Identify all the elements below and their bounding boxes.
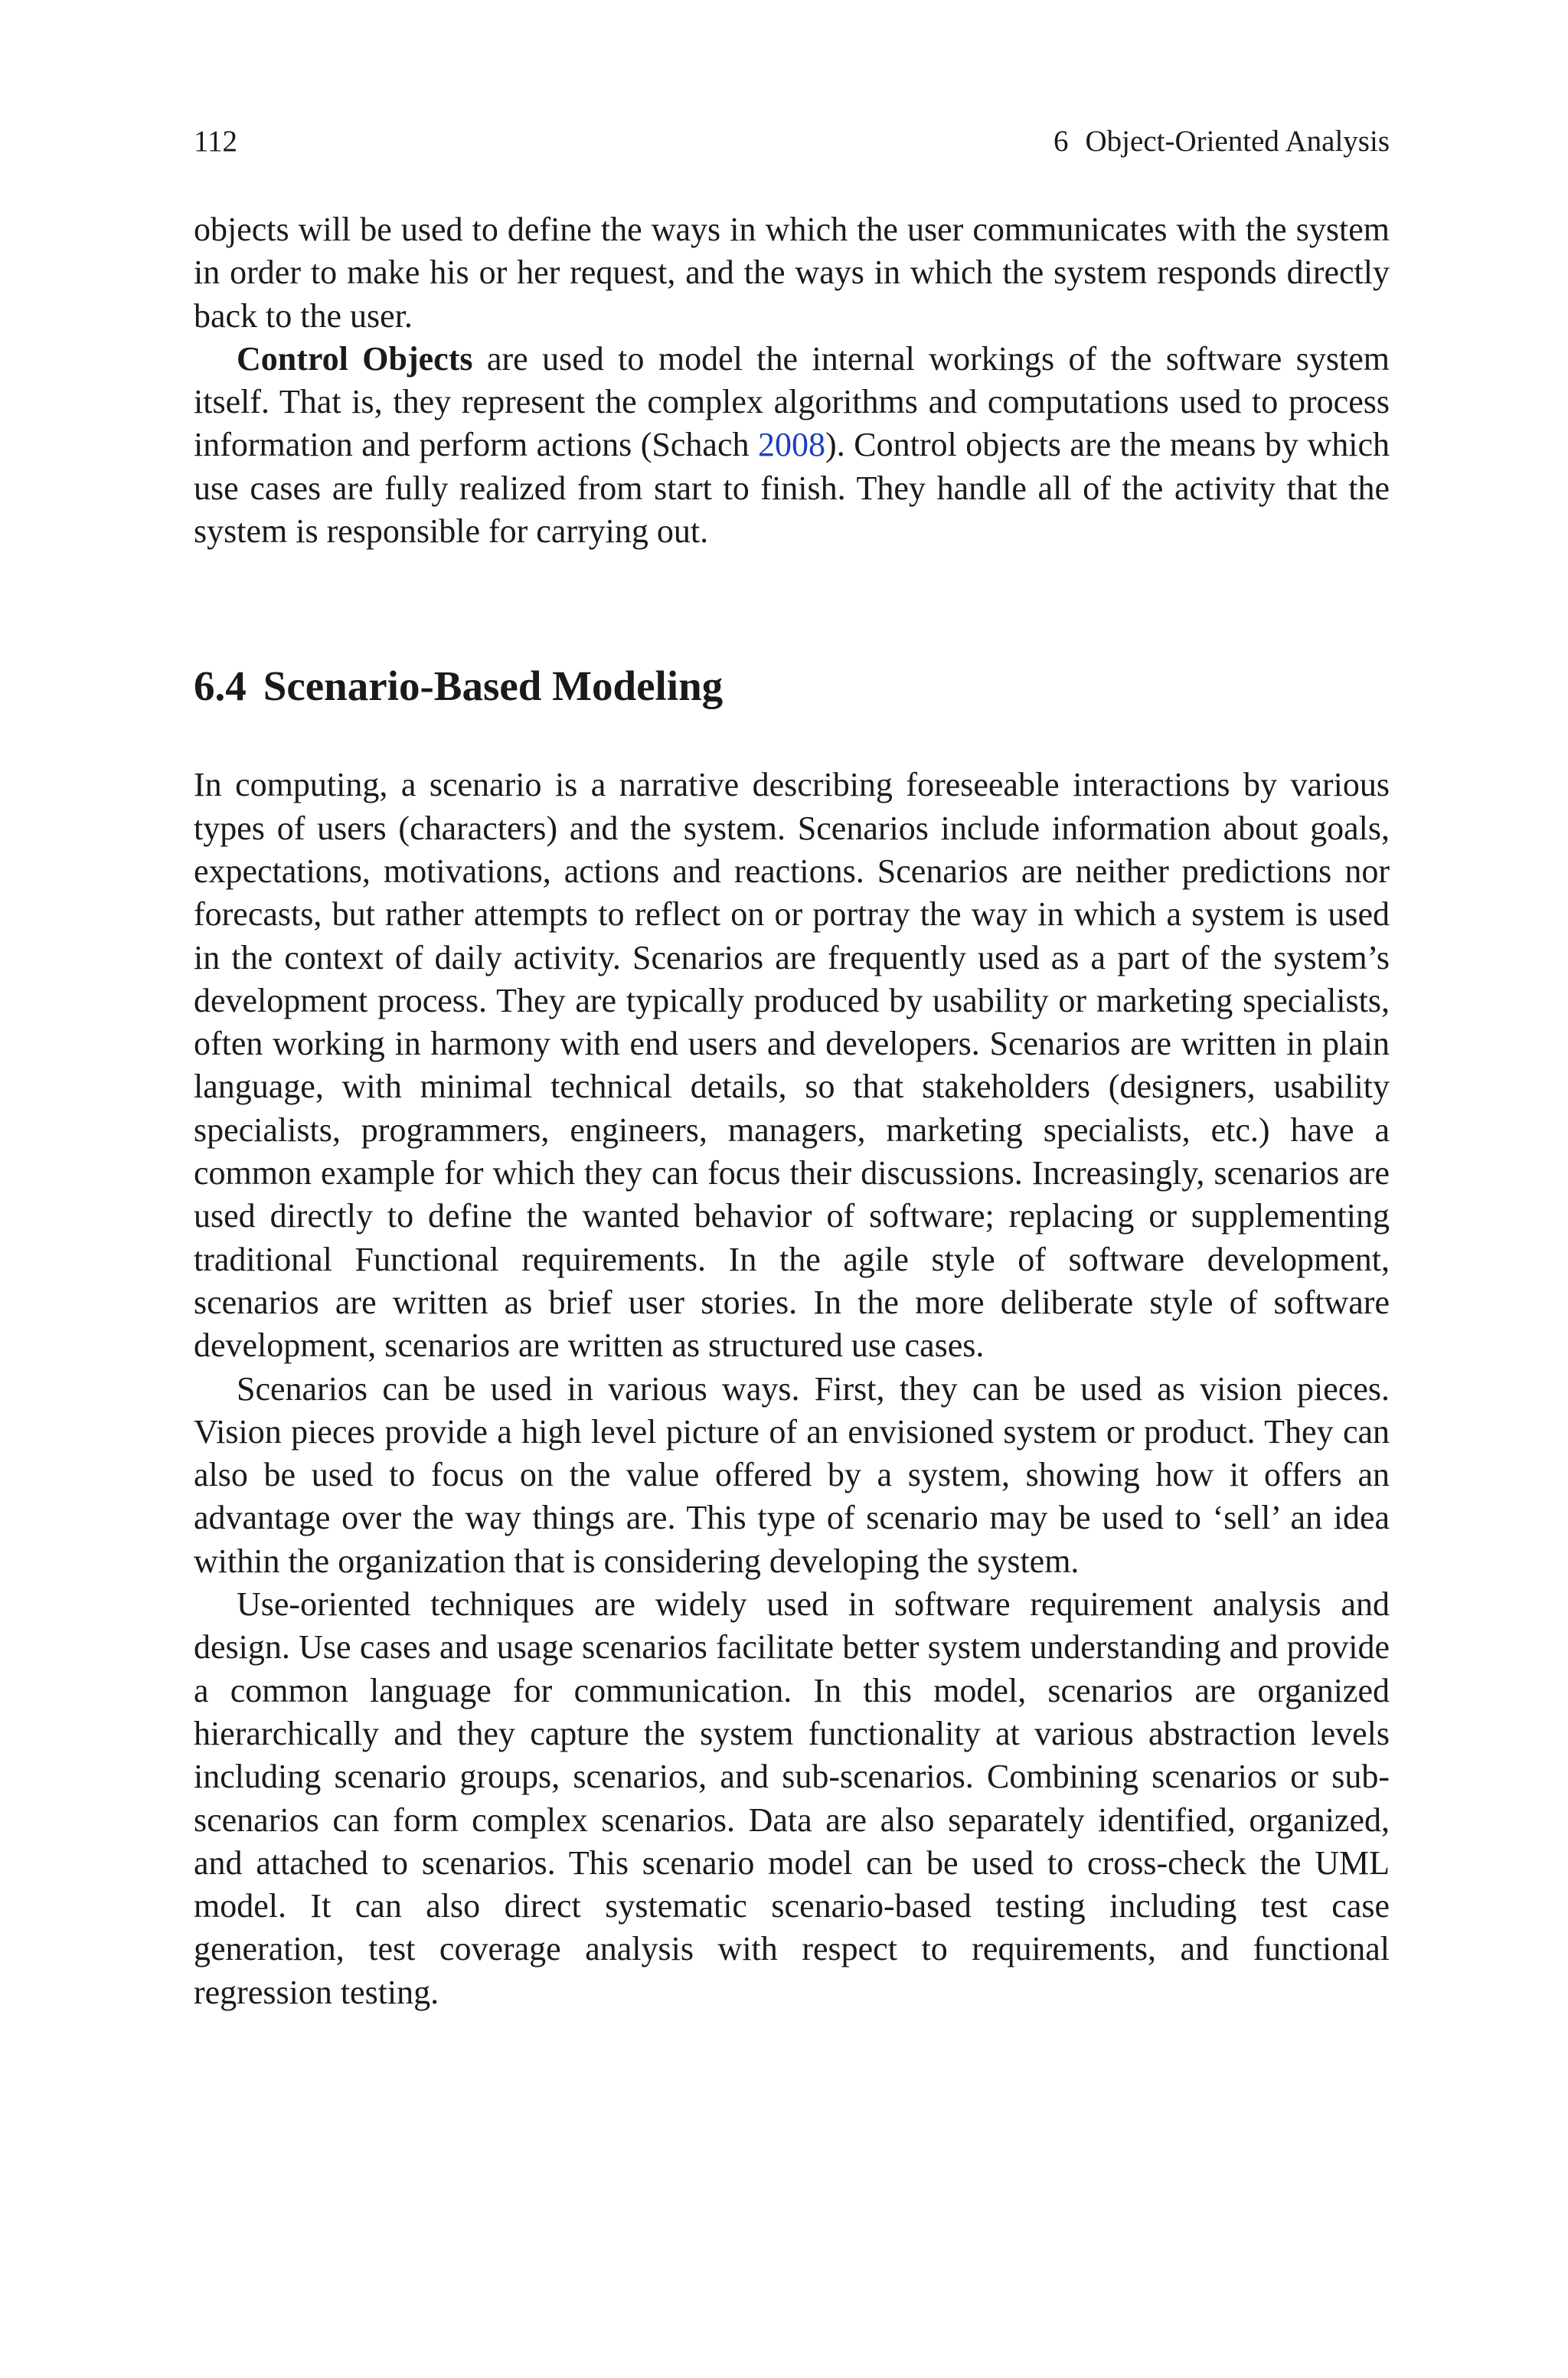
chapter-heading bbox=[1054, 123, 1390, 161]
control-objects-term: Control Objects bbox=[237, 339, 473, 378]
page-number: 112 bbox=[194, 125, 238, 158]
intro-paragraph-1: objects will be used to define the ways in which the user communicates with the system in order to make his or her request, and the ways in which the system responds directly back to the user. bbox=[194, 211, 1390, 335]
citation-link[interactable]: 2008 bbox=[758, 426, 826, 464]
intro-paragraph-2 bbox=[194, 338, 1390, 553]
section-paragraph-1: In computing, a scenario is a narrative describing foreseeable interactions by various types of users (characters) and the system. Scenarios include information about goals, expectations, motivations, actions and reactions. Scenarios are neither predictions nor forecasts, but rather attempts to reflect on or portray the way in which a system is used in the context of daily activity. Scenarios are frequently used as a part of the system’s development process. They are typically produced by usability or marketing specialists, often working in harmony with end users and developers. Scenarios are written in plain language, with minimal technical details, so that stakeholders (designers, usability specialists, programmers, engineers, managers, marketing specialists, etc.) have a common example for which they can focus their discussions. Increasingly, scenarios are used directly to define the wanted behavior of software; replacing or supplementing traditional Functional requirements. In the agile style of software development, scenarios are written as brief user stories. In the more deliberate style of software development, scenarios are written as structured use cases. bbox=[194, 766, 1390, 1365]
book-page bbox=[194, 123, 1390, 2014]
section-number: 6.4 bbox=[194, 662, 247, 710]
intro-text bbox=[194, 208, 1390, 553]
intro-paragraph-2-text-a: are used to model the internal workings of the software system itself. That is, they represent the complex algorithms and computations used to process information and perform actions (Schach bbox=[194, 339, 1390, 464]
section-body bbox=[194, 764, 1390, 2014]
section-title: Scenario-Based Modeling bbox=[263, 662, 724, 710]
section-paragraph-2: Scenarios can be used in various ways. First, they can be used as vision pieces. Vision pieces provide a high level picture of an envisioned system or product. They can also be used to focus on the value offered by a system, showing how it offers an advantage over the way things are. This type of scenario may be used to ‘sell’ an idea within the organization that is considering developing the system. bbox=[194, 1369, 1390, 1580]
chapter-number: 6 bbox=[1054, 125, 1069, 158]
section-heading bbox=[194, 659, 1390, 713]
section-paragraph-3: Use-oriented techniques are widely used in software requirement analysis and design. Use cases and usage scenarios facilitate better system understanding and provide a common language for communication. In this model, scenarios are organized hierarchically and they capture the system functionality at various abstraction levels including scenario groups, scenarios, and sub-scenarios. Combining scenarios or sub-scenarios can form complex scenarios. Data are also separately identified, organized, and attached to scenarios. This scenario model can be used to cross-check the UML model. It can also direct systematic scenario-based testing including test case generation, test coverage analysis with respect to requirements, and functional regression testing. bbox=[194, 1585, 1390, 2011]
chapter-title: Object-Oriented Analysis bbox=[1085, 125, 1390, 158]
intro-paragraph-2-text-b: ). Control objects are the means by which use cases are fully realized from start to finish. They handle all of the activity that the system is responsible for carrying out. bbox=[194, 426, 1390, 551]
running-head bbox=[194, 123, 1390, 161]
